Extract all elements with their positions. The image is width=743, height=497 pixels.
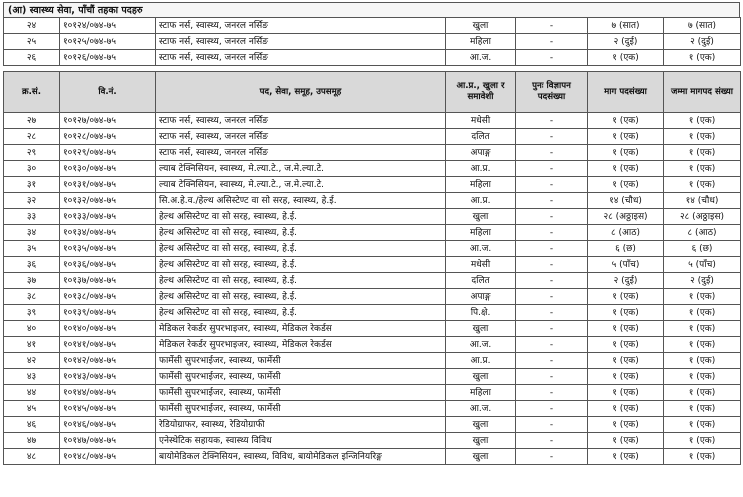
cell-category: महिला — [446, 225, 516, 241]
cell-ad-number: १०१२९/०७४-७५ — [60, 145, 156, 161]
table-row — [4, 193, 741, 209]
cell-readvertise: - — [516, 193, 588, 209]
cell-demand: ७ (सात) — [588, 18, 664, 34]
cell-serial: ३५ — [4, 241, 60, 257]
cell-readvertise: - — [516, 289, 588, 305]
cell-category: आ.ज. — [446, 241, 516, 257]
cell-category: खुला — [446, 321, 516, 337]
cell-category: अपाङ्ग — [446, 289, 516, 305]
cell-total: १ (एक) — [664, 353, 741, 369]
cell-serial: ४५ — [4, 401, 60, 417]
cell-ad-number: १०१४७/०७४-७५ — [60, 433, 156, 449]
cell-demand: १ (एक) — [588, 337, 664, 353]
cell-ad-number: १०१३४/०७४-७५ — [60, 225, 156, 241]
cell-total: १ (एक) — [664, 369, 741, 385]
cell-serial: २८ — [4, 129, 60, 145]
header-demand: माग पदसंख्या — [588, 72, 664, 113]
cell-serial: ४१ — [4, 337, 60, 353]
cell-readvertise: - — [516, 161, 588, 177]
cell-total: १ (एक) — [664, 129, 741, 145]
cell-category: खुला — [446, 18, 516, 34]
cell-demand: १ (एक) — [588, 433, 664, 449]
cell-readvertise: - — [516, 353, 588, 369]
cell-post: स्टाफ नर्स, स्वास्थ्य, जनरल नर्सिङ — [156, 113, 446, 129]
cell-readvertise: - — [516, 113, 588, 129]
cell-total: ६ (छ) — [664, 241, 741, 257]
cell-post: बायोमेडिकल टेक्निसियन, स्वास्थ्य, विविध, बायोमेडिकल इन्जिनियरिङ्ग — [156, 449, 446, 465]
table-row — [4, 289, 741, 305]
cell-post: हेल्थ असिस्टेण्ट वा सो सरह, स्वास्थ्य, हे.ई. — [156, 225, 446, 241]
cell-readvertise: - — [516, 385, 588, 401]
cell-ad-number: १०१३२/०७४-७५ — [60, 193, 156, 209]
cell-total: १ (एक) — [664, 177, 741, 193]
cell-serial: २९ — [4, 145, 60, 161]
cell-category: आ.ज. — [446, 401, 516, 417]
cell-serial: ३८ — [4, 289, 60, 305]
cell-ad-number: १०१२८/०७४-७५ — [60, 129, 156, 145]
cell-readvertise: - — [516, 449, 588, 465]
cell-serial: ३४ — [4, 225, 60, 241]
cell-post: स्टाफ नर्स, स्वास्थ्य, जनरल नर्सिङ — [156, 18, 446, 34]
table-row — [4, 417, 741, 433]
cell-ad-number: १०१३७/०७४-७५ — [60, 273, 156, 289]
cell-category: महिला — [446, 34, 516, 50]
cell-ad-number: १०१४१/०७४-७५ — [60, 337, 156, 353]
cell-post: हेल्थ असिस्टेण्ट वा सो सरह, स्वास्थ्य, हे.ई. — [156, 257, 446, 273]
table-row — [4, 257, 741, 273]
cell-category: खुला — [446, 433, 516, 449]
cell-demand: १ (एक) — [588, 385, 664, 401]
cell-demand: १४ (चौध) — [588, 193, 664, 209]
cell-readvertise: - — [516, 305, 588, 321]
cell-demand: १ (एक) — [588, 305, 664, 321]
top-table — [3, 17, 741, 66]
header-readvertise: पुनः विज्ञापन पदसंख्या — [516, 72, 588, 113]
cell-readvertise: - — [516, 129, 588, 145]
cell-demand: १ (एक) — [588, 129, 664, 145]
cell-readvertise: - — [516, 145, 588, 161]
table-row — [4, 177, 741, 193]
cell-total: १ (एक) — [664, 321, 741, 337]
cell-demand: १ (एक) — [588, 401, 664, 417]
cell-demand: १ (एक) — [588, 113, 664, 129]
cell-demand: ६ (छ) — [588, 241, 664, 257]
cell-category: आ.प्र. — [446, 193, 516, 209]
cell-post: फार्मेसी सुपरभाईजर, स्वास्थ्य, फार्मेसी — [156, 385, 446, 401]
table-row — [4, 433, 741, 449]
cell-category: आ.ज. — [446, 337, 516, 353]
cell-serial: २४ — [4, 18, 60, 34]
cell-serial: २७ — [4, 113, 60, 129]
cell-readvertise: - — [516, 18, 588, 34]
table-row — [4, 209, 741, 225]
cell-readvertise: - — [516, 417, 588, 433]
cell-post: मेडिकल रेकर्डर सुपरभाइजर, स्वास्थ्य, मेडिकल रेकर्डस — [156, 321, 446, 337]
table-row — [4, 34, 741, 50]
cell-demand: १ (एक) — [588, 50, 664, 66]
table-row — [4, 225, 741, 241]
cell-serial: ४३ — [4, 369, 60, 385]
cell-serial: ३२ — [4, 193, 60, 209]
cell-demand: २८ (अठ्ठाइस) — [588, 209, 664, 225]
header-category: आ.प्र., खुला र समावेशी — [446, 72, 516, 113]
cell-post: सि.अ.हे.व./हेल्थ असिस्टेण्ट वा सो सरह, स्वास्थ्य, हे.ई. — [156, 193, 446, 209]
cell-total: १ (एक) — [664, 433, 741, 449]
cell-ad-number: १०१४२/०७४-७५ — [60, 353, 156, 369]
cell-demand: १ (एक) — [588, 321, 664, 337]
cell-readvertise: - — [516, 401, 588, 417]
cell-category: अपाङ्ग — [446, 145, 516, 161]
cell-total: १ (एक) — [664, 113, 741, 129]
cell-category: मधेसी — [446, 113, 516, 129]
cell-category: दलित — [446, 129, 516, 145]
table-row — [4, 385, 741, 401]
table-row — [4, 305, 741, 321]
top-table-body — [4, 18, 741, 66]
cell-category: खुला — [446, 417, 516, 433]
table-row — [4, 145, 741, 161]
cell-demand: १ (एक) — [588, 449, 664, 465]
cell-category: खुला — [446, 449, 516, 465]
header-post: पद, सेवा, समूह, उपसमूह — [156, 72, 446, 113]
table-row — [4, 129, 741, 145]
cell-ad-number: १०१३९/०७४-७५ — [60, 305, 156, 321]
table-row — [4, 18, 741, 34]
cell-ad-number: १०१३८/०७४-७५ — [60, 289, 156, 305]
cell-ad-number: १०१३५/०७४-७५ — [60, 241, 156, 257]
cell-post: हेल्थ असिस्टेण्ट वा सो सरह, स्वास्थ्य, हे.ई. — [156, 273, 446, 289]
cell-readvertise: - — [516, 209, 588, 225]
table-row — [4, 449, 741, 465]
cell-readvertise: - — [516, 337, 588, 353]
table-row — [4, 369, 741, 385]
header-ad-number: वि.नं. — [60, 72, 156, 113]
cell-total: १ (एक) — [664, 145, 741, 161]
cell-readvertise: - — [516, 225, 588, 241]
cell-total: २ (दुई) — [664, 273, 741, 289]
cell-category: आ.ज. — [446, 50, 516, 66]
cell-readvertise: - — [516, 177, 588, 193]
cell-post: स्टाफ नर्स, स्वास्थ्य, जनरल नर्सिङ — [156, 34, 446, 50]
cell-ad-number: १०१४५/०७४-७५ — [60, 401, 156, 417]
cell-serial: ४७ — [4, 433, 60, 449]
cell-post: रेडियोग्राफर, स्वास्थ्य, रेडियोग्राफी — [156, 417, 446, 433]
cell-ad-number: १०१४६/०७४-७५ — [60, 417, 156, 433]
main-table — [3, 71, 741, 465]
cell-demand: १ (एक) — [588, 177, 664, 193]
cell-total: १ (एक) — [664, 449, 741, 465]
cell-ad-number: १०१२७/०७४-७५ — [60, 113, 156, 129]
cell-category: खुला — [446, 209, 516, 225]
cell-readvertise: - — [516, 50, 588, 66]
cell-post: एनेस्थेटिक सहायक, स्वास्थ्य विविध — [156, 433, 446, 449]
cell-post: स्टाफ नर्स, स्वास्थ्य, जनरल नर्सिङ — [156, 50, 446, 66]
cell-serial: ३१ — [4, 177, 60, 193]
cell-total: १ (एक) — [664, 161, 741, 177]
cell-ad-number: १०१२६/०७४-७५ — [60, 50, 156, 66]
cell-post: फार्मेसी सुपरभाईजर, स्वास्थ्य, फार्मेसी — [156, 369, 446, 385]
cell-serial: २६ — [4, 50, 60, 66]
cell-post: स्टाफ नर्स, स्वास्थ्य, जनरल नर्सिङ — [156, 145, 446, 161]
cell-demand: १ (एक) — [588, 161, 664, 177]
cell-category: महिला — [446, 385, 516, 401]
cell-demand: १ (एक) — [588, 369, 664, 385]
cell-serial: २५ — [4, 34, 60, 50]
cell-post: ल्याब टेक्निसियन, स्वास्थ्य, मे.ल्या.टे., ज.मे.ल्या.टे. — [156, 177, 446, 193]
cell-total: १ (एक) — [664, 50, 741, 66]
cell-demand: २ (दुई) — [588, 273, 664, 289]
cell-total: १ (एक) — [664, 401, 741, 417]
cell-serial: ३३ — [4, 209, 60, 225]
cell-ad-number: १०१३०/०७४-७५ — [60, 161, 156, 177]
header-row — [4, 72, 741, 113]
header-total: जम्मा मागपद संख्या — [664, 72, 741, 113]
cell-ad-number: १०१४०/०७४-७५ — [60, 321, 156, 337]
cell-post: हेल्थ असिस्टेण्ट वा सो सरह, स्वास्थ्य, हे.ई. — [156, 209, 446, 225]
cell-post: हेल्थ असिस्टेण्ट वा सो सरह, स्वास्थ्य, हे.ई. — [156, 289, 446, 305]
cell-serial: ४६ — [4, 417, 60, 433]
main-table-body — [4, 113, 741, 465]
cell-demand: ८ (आठ) — [588, 225, 664, 241]
cell-total: १ (एक) — [664, 337, 741, 353]
cell-category: दलित — [446, 273, 516, 289]
cell-serial: ४२ — [4, 353, 60, 369]
cell-post: ल्याब टेक्निसियन, स्वास्थ्य, मे.ल्या.टे., ज.मे.ल्या.टे. — [156, 161, 446, 177]
header-serial: क्र.सं. — [4, 72, 60, 113]
table-row — [4, 273, 741, 289]
cell-ad-number: १०१४३/०७४-७५ — [60, 369, 156, 385]
cell-post: हेल्थ असिस्टेण्ट वा सो सरह, स्वास्थ्य, हे.ई. — [156, 241, 446, 257]
cell-readvertise: - — [516, 321, 588, 337]
cell-ad-number: १०१२५/०७४-७५ — [60, 34, 156, 50]
cell-serial: ३७ — [4, 273, 60, 289]
table-row — [4, 321, 741, 337]
cell-post: हेल्थ असिस्टेण्ट वा सो सरह, स्वास्थ्य, हे.ई. — [156, 305, 446, 321]
cell-category: आ.प्र. — [446, 353, 516, 369]
cell-serial: ३० — [4, 161, 60, 177]
cell-total: १ (एक) — [664, 305, 741, 321]
cell-readvertise: - — [516, 273, 588, 289]
table-row — [4, 241, 741, 257]
cell-serial: ४८ — [4, 449, 60, 465]
cell-post: फार्मेसी सुपरभाईजर, स्वास्थ्य, फार्मेसी — [156, 401, 446, 417]
cell-post: फार्मेसी सुपरभाईजर, स्वास्थ्य, फार्मेसी — [156, 353, 446, 369]
table-row — [4, 353, 741, 369]
cell-total: १४ (चौध) — [664, 193, 741, 209]
cell-serial: ३६ — [4, 257, 60, 273]
cell-post: मेडिकल रेकर्डर सुपरभाइजर, स्वास्थ्य, मेडिकल रेकर्डस — [156, 337, 446, 353]
cell-ad-number: १०१४८/०७४-७५ — [60, 449, 156, 465]
cell-ad-number: १०१४४/०७४-७५ — [60, 385, 156, 401]
table-row — [4, 337, 741, 353]
cell-total: १ (एक) — [664, 417, 741, 433]
cell-total: २ (दुई) — [664, 34, 741, 50]
table-row — [4, 161, 741, 177]
cell-post: स्टाफ नर्स, स्वास्थ्य, जनरल नर्सिङ — [156, 129, 446, 145]
cell-category: आ.प्र. — [446, 161, 516, 177]
cell-total: १ (एक) — [664, 289, 741, 305]
section-title: (आ) स्वास्थ्य सेवा, पाँचौं तहका पदहरु — [3, 2, 740, 17]
cell-serial: ४४ — [4, 385, 60, 401]
cell-total: ५ (पाँच) — [664, 257, 741, 273]
table-row — [4, 113, 741, 129]
cell-ad-number: १०१३३/०७४-७५ — [60, 209, 156, 225]
table-row — [4, 401, 741, 417]
cell-readvertise: - — [516, 433, 588, 449]
cell-serial: ४० — [4, 321, 60, 337]
cell-ad-number: १०१३६/०७४-७५ — [60, 257, 156, 273]
cell-readvertise: - — [516, 369, 588, 385]
cell-category: पि.क्षे. — [446, 305, 516, 321]
cell-category: महिला — [446, 177, 516, 193]
cell-readvertise: - — [516, 257, 588, 273]
cell-readvertise: - — [516, 34, 588, 50]
cell-total: २८ (अठ्ठाइस) — [664, 209, 741, 225]
cell-demand: २ (दुई) — [588, 34, 664, 50]
cell-demand: १ (एक) — [588, 417, 664, 433]
cell-serial: ३९ — [4, 305, 60, 321]
cell-demand: १ (एक) — [588, 145, 664, 161]
cell-demand: १ (एक) — [588, 289, 664, 305]
cell-category: खुला — [446, 369, 516, 385]
cell-readvertise: - — [516, 241, 588, 257]
cell-demand: १ (एक) — [588, 353, 664, 369]
table-row — [4, 50, 741, 66]
cell-total: ७ (सात) — [664, 18, 741, 34]
cell-total: ८ (आठ) — [664, 225, 741, 241]
cell-ad-number: १०१२४/०७४-७५ — [60, 18, 156, 34]
cell-demand: ५ (पाँच) — [588, 257, 664, 273]
cell-category: मधेसी — [446, 257, 516, 273]
cell-ad-number: १०१३१/०७४-७५ — [60, 177, 156, 193]
cell-total: १ (एक) — [664, 385, 741, 401]
